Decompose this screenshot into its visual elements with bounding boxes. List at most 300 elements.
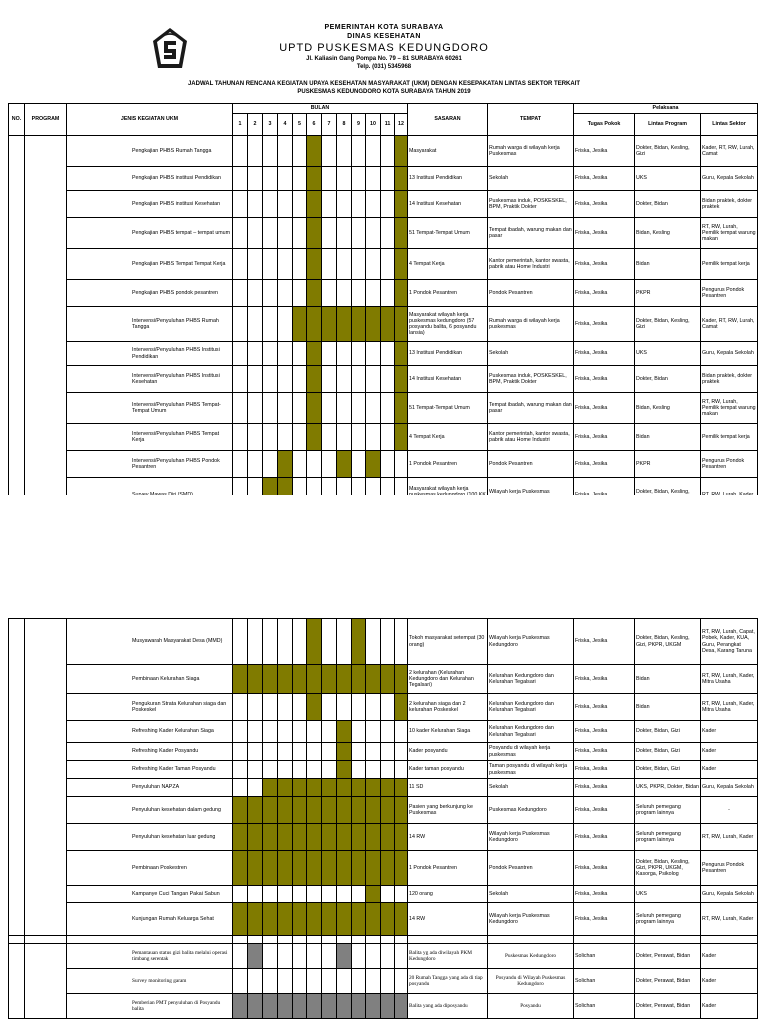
sasaran-cell: Masyarakat wilayah kerja	[408, 478, 488, 513]
month-cell-10	[366, 743, 381, 761]
page-gap	[0, 495, 768, 617]
lintas-sektor-cell: Guru, Kepala Sekolah	[701, 342, 758, 366]
tempat-cell: Tempat ibadah, warung makan dan pasar	[488, 218, 574, 249]
month-cell-8	[337, 886, 352, 903]
table-row	[9, 451, 758, 478]
month-cell-9	[352, 797, 366, 824]
month-cell-6	[307, 944, 322, 969]
lintas-sektor-cell: Guru, Kepala Sekolah	[701, 779, 758, 797]
month-cell-4	[278, 191, 293, 218]
month-cell-10	[366, 665, 381, 694]
month-cell-4	[278, 994, 293, 1019]
month-cell-8	[337, 280, 352, 307]
col-pelaksana-header: Pelaksana	[574, 104, 758, 114]
kegiatan-cell: Survey monitoring garam	[67, 969, 233, 994]
month-cell-11	[381, 851, 395, 886]
document-subtitle: PUSKESMAS KEDUNGDORO KOTA SURABAYA TAHUN 2019	[297, 89, 471, 95]
kegiatan-cell: Penyuluhan kesehatan dalam gedung	[67, 797, 233, 824]
month-cell-8	[337, 218, 352, 249]
month-header: 5	[293, 114, 307, 136]
kegiatan-cell: Pengkajian PHBS tempat – tempat umum	[67, 218, 233, 249]
kegiatan-cell: Kampanye Cuci Tangan Pakai Sabun	[67, 886, 233, 903]
lintas-program-cell: Bidan, Kesling	[635, 218, 701, 249]
sasaran-cell: 1 Pondok Pesantren	[408, 851, 488, 886]
month-cell-12	[395, 366, 408, 393]
month-cell-11	[381, 886, 395, 903]
month-cell-7	[322, 721, 337, 743]
month-cell-4	[278, 779, 293, 797]
month-cell-10	[366, 218, 381, 249]
month-cell-8	[337, 969, 352, 994]
month-cell-8	[337, 366, 352, 393]
sasaran-cell: 13 Institusi Pendidikan	[408, 342, 488, 366]
month-cell-1	[233, 797, 248, 824]
kegiatan-cell: Refreshing Kader Kelurahan Siaga	[67, 721, 233, 743]
lintas-program-cell: Bidan	[635, 665, 701, 694]
lintas-program-cell: Bidan	[635, 424, 701, 451]
lintas-sektor-cell: Kader	[701, 944, 758, 969]
month-cell-7	[322, 218, 337, 249]
spacer-cell	[574, 936, 635, 944]
month-cell-7	[322, 167, 337, 191]
table-row	[9, 167, 758, 191]
month-cell-10	[366, 167, 381, 191]
table-row	[9, 342, 758, 366]
month-cell-7	[322, 191, 337, 218]
month-cell-7	[322, 779, 337, 797]
month-cell-6	[307, 886, 322, 903]
tugas-pokok-cell: Friska, Jesika	[574, 191, 635, 218]
tempat-cell: Tempat ibadah, warung makan dan pasar	[488, 393, 574, 424]
month-cell-3	[263, 886, 278, 903]
table-row	[9, 249, 758, 280]
month-cell-1	[233, 619, 248, 665]
month-cell-5	[293, 694, 307, 721]
tempat-cell: Pondok Pesantren	[488, 280, 574, 307]
month-cell-2	[248, 969, 263, 994]
table-row	[9, 851, 758, 886]
month-cell-10	[366, 779, 381, 797]
month-cell-3	[263, 307, 278, 342]
month-cell-2	[248, 665, 263, 694]
month-cell-12	[395, 249, 408, 280]
kegiatan-cell: Penyuluhan NAPZA	[67, 779, 233, 797]
month-cell-1	[233, 886, 248, 903]
month-cell-5	[293, 665, 307, 694]
month-cell-1	[233, 451, 248, 478]
month-cell-4	[278, 743, 293, 761]
lintas-sektor-cell: RT, RW, Lurah, Kader	[701, 903, 758, 936]
tugas-pokok-cell: Friska, Jesika	[574, 797, 635, 824]
month-cell-1	[233, 721, 248, 743]
month-cell-12	[395, 451, 408, 478]
department-name: DINAS KESEHATAN	[347, 33, 421, 40]
tugas-pokok-cell: Solichan	[574, 944, 635, 969]
tempat-cell: Kelurahan Kedungdoro dan Kelurahan Tegalsari	[488, 694, 574, 721]
month-cell-4	[278, 665, 293, 694]
month-cell-11	[381, 342, 395, 366]
program-name	[25, 136, 67, 513]
col-lintas-program-header: Lintas Program	[635, 114, 701, 136]
month-cell-1	[233, 851, 248, 886]
month-header: 11	[381, 114, 395, 136]
lintas-sektor-cell: RT, RW, Lurah, Pemilik tempat warung makan	[701, 393, 758, 424]
lintas-sektor-cell: RT, RW, Lurah, Kader, Mitra Usaha	[701, 665, 758, 694]
month-cell-5	[293, 824, 307, 851]
month-cell-11	[381, 779, 395, 797]
sasaran-cell: Pasien yang berkunjung ke Puskesmas	[408, 797, 488, 824]
lintas-sektor-cell: Pengurus Pondok Pesantren	[701, 451, 758, 478]
spacer-cell	[248, 936, 263, 944]
month-cell-10	[366, 136, 381, 167]
sasaran-cell: 11 SD	[408, 779, 488, 797]
table-row	[9, 944, 758, 969]
month-cell-6	[307, 761, 322, 779]
month-cell-6	[307, 191, 322, 218]
spacer-cell	[337, 936, 352, 944]
lintas-sektor-cell: RT, RW, Lurah, Kader	[701, 824, 758, 851]
month-cell-3	[263, 851, 278, 886]
col-jenis-header: JENIS KEGIATAN UKM	[67, 104, 233, 136]
month-cell-2	[248, 424, 263, 451]
month-cell-8	[337, 342, 352, 366]
month-cell-8	[337, 451, 352, 478]
sasaran-cell: 51 Tempat-Tempat Umum	[408, 218, 488, 249]
month-cell-10	[366, 424, 381, 451]
month-cell-7	[322, 944, 337, 969]
month-cell-8	[337, 721, 352, 743]
tempat-cell: Kelurahan Kedungdoro dan Kelurahan Tegalsari	[488, 721, 574, 743]
table-row	[9, 797, 758, 824]
lintas-program-cell: Dokter, Bidan	[635, 191, 701, 218]
spacer-cell	[263, 936, 278, 944]
month-cell-1	[233, 424, 248, 451]
tugas-pokok-cell: Friska, Jesika	[574, 136, 635, 167]
month-cell-7	[322, 797, 337, 824]
lintas-sektor-cell: RT, RW, Lurah, Capat, Pobek, Kader, KUA, Guru, Perangkat Desa, Karang Taruna	[701, 619, 758, 665]
month-cell-12	[395, 743, 408, 761]
month-cell-3	[263, 994, 278, 1019]
lintas-sektor-cell: Pemilik tempat kerja	[701, 424, 758, 451]
table-row	[9, 824, 758, 851]
kegiatan-cell: Musyawarah Masyarakat Desa (MMD)	[67, 619, 233, 665]
month-cell-10	[366, 994, 381, 1019]
lintas-sektor-cell: Bidan praktek, dokter praktek	[701, 191, 758, 218]
month-cell-9	[352, 280, 366, 307]
kegiatan-cell: Pemberian PMT penyuluhan di Posyandu balita	[67, 994, 233, 1019]
schedule-table-page-1	[8, 103, 758, 513]
lintas-program-cell: UKS	[635, 886, 701, 903]
sasaran-cell: 14 RW	[408, 824, 488, 851]
month-cell-2	[248, 191, 263, 218]
month-cell-12	[395, 191, 408, 218]
month-cell-4	[278, 366, 293, 393]
month-cell-3	[263, 779, 278, 797]
month-cell-2	[248, 694, 263, 721]
table-row	[9, 619, 758, 665]
month-cell-10	[366, 721, 381, 743]
month-header: 7	[322, 114, 337, 136]
month-cell-6	[307, 969, 322, 994]
month-cell-12	[395, 280, 408, 307]
month-cell-2	[248, 136, 263, 167]
month-cell-3	[263, 136, 278, 167]
month-cell-5	[293, 761, 307, 779]
month-cell-9	[352, 886, 366, 903]
spacer-cell	[701, 936, 758, 944]
month-cell-1	[233, 944, 248, 969]
program-number	[9, 136, 25, 513]
schedule-table-page-2	[8, 618, 758, 1019]
month-cell-11	[381, 393, 395, 424]
month-cell-2	[248, 619, 263, 665]
month-cell-3	[263, 424, 278, 451]
spacer-cell	[233, 936, 248, 944]
kegiatan-cell: Pembinaan Poskestren	[67, 851, 233, 886]
month-cell-8	[337, 665, 352, 694]
tempat-cell: Taman posyandu di wilayah kerja puskesmas	[488, 761, 574, 779]
month-cell-4	[278, 969, 293, 994]
month-cell-2	[248, 851, 263, 886]
table-row	[9, 136, 758, 167]
sasaran-cell: Kader taman posyandu	[408, 761, 488, 779]
spacer-cell	[278, 936, 293, 944]
spacer-cell	[395, 936, 408, 944]
kegiatan-cell: Intervensi/Penyuluhan PHBS Tempat-Tempat Umum	[67, 393, 233, 424]
kegiatan-cell: Pengkajian PHBS institusi Kesehatan	[67, 191, 233, 218]
month-cell-1	[233, 969, 248, 994]
tugas-pokok-cell: Solichan	[574, 994, 635, 1019]
month-cell-1	[233, 824, 248, 851]
month-cell-3	[263, 694, 278, 721]
tempat-cell: Wilayah kerja Puskesmas Kedungdoro	[488, 824, 574, 851]
tempat-cell: Kantor pemerintah, kantor swasta, pabrik atau Home Industri	[488, 249, 574, 280]
month-cell-2	[248, 797, 263, 824]
month-cell-7	[322, 249, 337, 280]
table-row	[9, 903, 758, 936]
col-program-header: PROGRAM	[25, 104, 67, 136]
month-cell-6	[307, 851, 322, 886]
table-row	[9, 761, 758, 779]
month-header: 9	[352, 114, 366, 136]
tempat-cell: Puskesmas Kedungdoro	[488, 797, 574, 824]
month-cell-9	[352, 451, 366, 478]
program-name-gizi	[25, 944, 67, 1019]
month-cell-5	[293, 721, 307, 743]
month-cell-6	[307, 994, 322, 1019]
month-cell-6	[307, 619, 322, 665]
month-cell-4	[278, 851, 293, 886]
kegiatan-cell: Pengkajian PHBS Rumah Tangga	[67, 136, 233, 167]
lintas-program-cell: Bidan	[635, 249, 701, 280]
kegiatan-cell: Intervensi/Penyuluhan PHBS Institusi Kesehatan	[67, 366, 233, 393]
lintas-program-cell: Dokter, Perawat, Bidan	[635, 994, 701, 1019]
tugas-pokok-cell: Friska, Jesika	[574, 218, 635, 249]
month-cell-1	[233, 307, 248, 342]
tugas-pokok-cell: Friska, Jesika	[574, 761, 635, 779]
month-cell-2	[248, 218, 263, 249]
tempat-cell: Sekolah	[488, 342, 574, 366]
lintas-sektor-cell: Kader	[701, 994, 758, 1019]
month-cell-10	[366, 969, 381, 994]
month-cell-9	[352, 761, 366, 779]
month-cell-3	[263, 721, 278, 743]
month-cell-2	[248, 167, 263, 191]
month-cell-4	[278, 903, 293, 936]
month-cell-8	[337, 761, 352, 779]
month-cell-5	[293, 779, 307, 797]
lintas-program-cell: Dokter, Bidan, Kesling, Gizi, PKPR, UKGM, Kasorga, Psikolog	[635, 851, 701, 886]
month-cell-6	[307, 824, 322, 851]
sasaran-cell: Masyarakat	[408, 136, 488, 167]
month-cell-12	[395, 903, 408, 936]
month-cell-4	[278, 249, 293, 280]
month-cell-2	[248, 779, 263, 797]
tempat-cell: Sekolah	[488, 779, 574, 797]
lintas-program-cell: Bidan	[635, 694, 701, 721]
month-cell-11	[381, 969, 395, 994]
sasaran-cell: 2 kelurahan (Kelurahan Kedungdoro dan Kelurahan Tegalsari)	[408, 665, 488, 694]
table-row	[9, 307, 758, 342]
table-row	[9, 366, 758, 393]
spacer-cell	[488, 936, 574, 944]
month-cell-2	[248, 743, 263, 761]
month-cell-6	[307, 136, 322, 167]
month-cell-7	[322, 451, 337, 478]
month-cell-9	[352, 944, 366, 969]
tempat-cell: Wilayah kerja Puskesmas Kedungdoro	[488, 619, 574, 665]
document-header	[0, 0, 768, 100]
tempat-cell: Posyandu di wilayah kerja puskesmas	[488, 743, 574, 761]
tempat-cell: Sekolah	[488, 886, 574, 903]
month-cell-7	[322, 969, 337, 994]
spacer-cell	[635, 936, 701, 944]
month-cell-1	[233, 366, 248, 393]
month-cell-10	[366, 366, 381, 393]
month-cell-9	[352, 743, 366, 761]
lintas-sektor-cell: Bidan praktek, dokter praktek	[701, 366, 758, 393]
col-tugas-header: Tugas Pokok	[574, 114, 635, 136]
col-bulan-header: BULAN	[233, 104, 408, 114]
lintas-program-cell: Dokter, Bidan	[635, 366, 701, 393]
sasaran-cell: 14 Institusi Kesehatan	[408, 366, 488, 393]
month-cell-9	[352, 307, 366, 342]
month-cell-5	[293, 167, 307, 191]
month-cell-9	[352, 167, 366, 191]
sasaran-cell: 2 kelurahan siaga dan 2 kelurahan Poskeskel	[408, 694, 488, 721]
tugas-pokok-cell: Friska, Jesika	[574, 743, 635, 761]
month-cell-2	[248, 944, 263, 969]
sasaran-cell: 20 Rumah Tangga yang ada di tiap posyandu	[408, 969, 488, 994]
month-cell-1	[233, 665, 248, 694]
month-cell-7	[322, 761, 337, 779]
month-cell-3	[263, 366, 278, 393]
month-cell-3	[263, 619, 278, 665]
kegiatan-cell: Penyuluhan kesehatan luar gedung	[67, 824, 233, 851]
month-cell-3	[263, 969, 278, 994]
kegiatan-cell: Pengkajian PHBS pondok pesantren	[67, 280, 233, 307]
kegiatan-cell: Pengkajian PHBS institusi Pendidikan	[67, 167, 233, 191]
month-cell-5	[293, 424, 307, 451]
sasaran-cell: 4 Tempat Kerja	[408, 249, 488, 280]
month-cell-2	[248, 249, 263, 280]
month-cell-12	[395, 393, 408, 424]
month-cell-6	[307, 366, 322, 393]
month-cell-11	[381, 694, 395, 721]
month-cell-2	[248, 451, 263, 478]
month-cell-8	[337, 994, 352, 1019]
lintas-program-cell: PKPR	[635, 280, 701, 307]
lintas-program-cell: Dokter, Perawat, Bidan	[635, 944, 701, 969]
lintas-sektor-cell: Pemilik tempat kerja	[701, 249, 758, 280]
month-cell-3	[263, 797, 278, 824]
month-cell-6	[307, 342, 322, 366]
month-cell-6	[307, 903, 322, 936]
program-number-continued	[9, 619, 25, 936]
month-cell-8	[337, 694, 352, 721]
lintas-sektor-cell: Guru, Kepala Sekolah	[701, 167, 758, 191]
spacer-cell	[322, 936, 337, 944]
month-cell-7	[322, 886, 337, 903]
month-cell-9	[352, 136, 366, 167]
month-cell-4	[278, 694, 293, 721]
month-cell-1	[233, 218, 248, 249]
month-cell-9	[352, 824, 366, 851]
month-cell-5	[293, 619, 307, 665]
kegiatan-cell: Intervensi/Penyuluhan PHBS Institusi Pendidikan	[67, 342, 233, 366]
tugas-pokok-cell: Friska, Jesika	[574, 342, 635, 366]
tugas-pokok-cell: Friska, Jesika	[574, 694, 635, 721]
month-cell-9	[352, 619, 366, 665]
kegiatan-cell: Intervensi/Penyuluhan PHBS Pondok Pesantren	[67, 451, 233, 478]
month-cell-10	[366, 851, 381, 886]
month-cell-9	[352, 851, 366, 886]
month-cell-9	[352, 218, 366, 249]
table-row	[9, 721, 758, 743]
lintas-program-cell: UKS	[635, 342, 701, 366]
month-header: 12	[395, 114, 408, 136]
kegiatan-cell: Pengukuran Strata Kelurahan siaga dan Poskeskel	[67, 694, 233, 721]
month-cell-10	[366, 280, 381, 307]
month-header: 3	[263, 114, 278, 136]
sasaran-cell: Kader posyandu	[408, 743, 488, 761]
sasaran-cell: Balita yg ada diwilayah PKM Kedungdoro	[408, 944, 488, 969]
gov-name: PEMERINTAH KOTA SURABAYA	[324, 24, 444, 31]
lintas-program-cell: Seluruh pemegang program lainnya	[635, 797, 701, 824]
sasaran-cell: Masyarakat wilayah kerja puskesmas kedungdoro (57 posyandu balita, 6 posyandu lansia)	[408, 307, 488, 342]
month-header: 10	[366, 114, 381, 136]
month-cell-10	[366, 944, 381, 969]
month-cell-6	[307, 779, 322, 797]
month-cell-11	[381, 944, 395, 969]
tugas-pokok-cell: Friska, Jesika	[574, 779, 635, 797]
sasaran-cell: 10 kader Kelurahan Siaga	[408, 721, 488, 743]
month-cell-6	[307, 167, 322, 191]
month-cell-7	[322, 743, 337, 761]
sasaran-cell: 120 orang	[408, 886, 488, 903]
month-cell-1	[233, 280, 248, 307]
table-row	[9, 280, 758, 307]
month-cell-11	[381, 307, 395, 342]
month-cell-5	[293, 366, 307, 393]
month-cell-1	[233, 903, 248, 936]
month-cell-5	[293, 218, 307, 249]
lintas-sektor-cell: Kader, RT, RW, Lurah, Camat	[701, 136, 758, 167]
month-cell-12	[395, 779, 408, 797]
month-cell-3	[263, 191, 278, 218]
month-cell-12	[395, 944, 408, 969]
col-lintas-sektor-header: Lintas Sektor	[701, 114, 758, 136]
